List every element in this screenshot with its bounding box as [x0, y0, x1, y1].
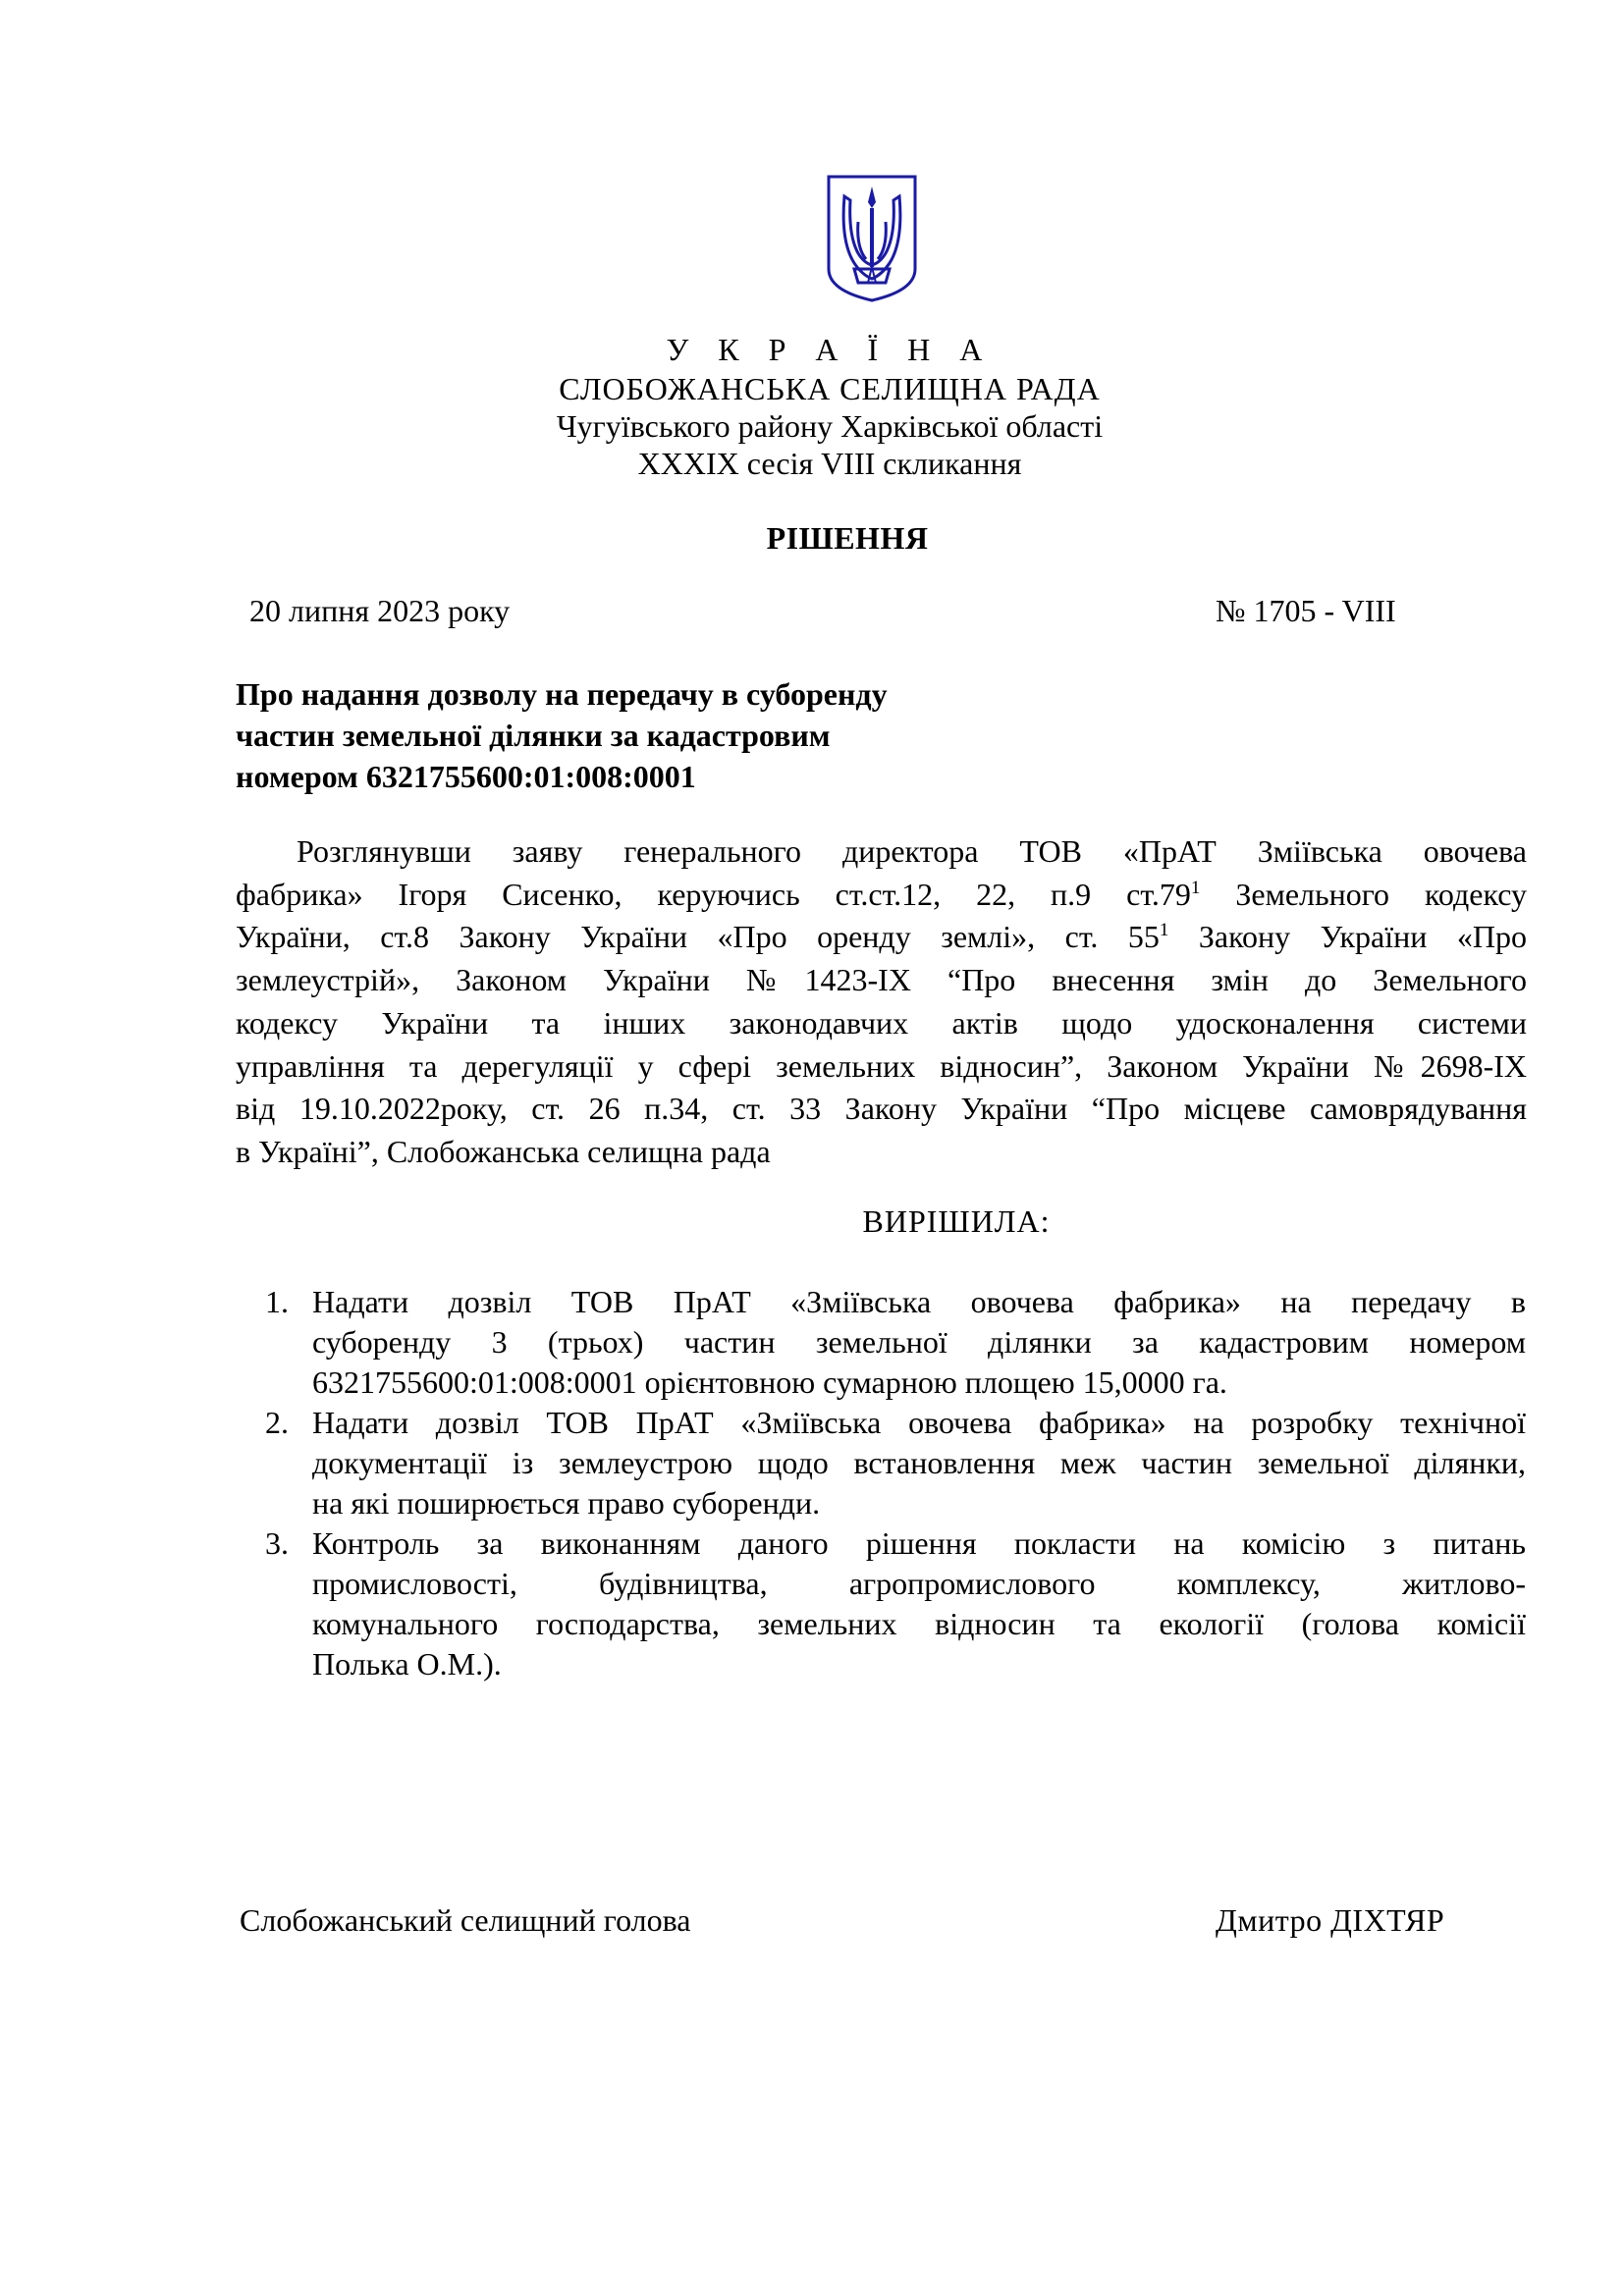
subject-line: Про надання дозволу на передачу в суборенду	[236, 676, 888, 712]
preamble-line: управління та дерегуляції у сфері земельних відносин”, Законом України №2698-IX	[236, 1047, 1527, 1084]
council-name: СЛОБОЖАНСЬКА СЕЛИЩНА РАДА	[559, 371, 1101, 406]
decision-item	[265, 1523, 1526, 1684]
item-line: Надати дозвіл ТОВ ПрАТ «Зміївська овочева фабрика» на передачу в	[312, 1284, 1526, 1319]
item-number: 1.	[265, 1284, 289, 1319]
decision-number: № 1705 - VIII	[1216, 593, 1396, 628]
preamble-line: в Україні”, Слобожанська селищна рада	[236, 1133, 771, 1169]
item-line: комунального господарства, земельних відносин та екології (голова комісії	[312, 1606, 1526, 1641]
item-line: Полька О.М.).	[312, 1646, 502, 1682]
preamble-line: кодексу України та інших законодавчих актів щодо удосконалення системи	[236, 1004, 1527, 1041]
ukraine-trident-emblem-icon	[825, 173, 919, 304]
decision-subject	[236, 673, 888, 797]
decisions-list	[265, 1282, 1526, 1684]
superscript: 1	[1190, 877, 1201, 898]
session-name: XXXIX сесія VIII скликання	[637, 446, 1022, 481]
item-number: 2.	[265, 1405, 289, 1440]
item-line: суборенду 3 (трьох) частин земельної ділянки за кадастровим номером	[312, 1324, 1526, 1360]
document-type-title: РІШЕННЯ	[766, 520, 929, 556]
subject-line: номером 6321755600:01:008:0001	[236, 759, 696, 794]
item-line: на які поширюється право суборенди.	[312, 1485, 821, 1521]
preamble-text: фабрика» Ігоря Сисенко, керуючись ст.ст.12, 22, п.9 ст.79	[236, 876, 1191, 912]
preamble-text: Земельного кодексу	[1200, 876, 1528, 912]
signatory-name: Дмитро ДІХТЯР	[1216, 1902, 1445, 1938]
resolved-heading: ВИРІШИЛА:	[862, 1203, 1051, 1239]
country-name: У К Р А Ї Н А	[666, 332, 994, 367]
preamble-line: від 19.10.2022року, ст. 26 п.34, ст. 33 Закону України “Про місцеве самоврядування	[236, 1091, 1527, 1127]
preamble-text: України, ст.8 Закону України «Про оренду землі», ст. 55	[236, 919, 1160, 955]
preamble-paragraph	[236, 830, 1527, 1174]
district-name: Чугуївського району Харківської області	[556, 408, 1104, 444]
preamble-text: Закону України «Про	[1168, 919, 1528, 955]
item-line: документації із землеустрою щодо встановлення меж частин земельної ділянки,	[312, 1445, 1526, 1480]
preamble-line	[236, 916, 1527, 959]
item-number: 3.	[265, 1525, 289, 1561]
subject-line: частин земельної ділянки за кадастровим	[236, 718, 831, 753]
signatory-title: Слобожанський селищний голова	[240, 1902, 691, 1938]
item-line: Надати дозвіл ТОВ ПрАТ «Зміївська овочева фабрика» на розробку технічної	[312, 1405, 1526, 1440]
superscript: 1	[1159, 920, 1169, 941]
preamble-line: Розглянувши заяву генерального директора ТОВ «ПрАТ Зміївська овочева	[297, 833, 1527, 869]
item-line: промисловості, будівництва, агропромислового комплексу, житлово-	[312, 1566, 1526, 1601]
decision-item	[265, 1282, 1526, 1403]
decision-item	[265, 1403, 1526, 1523]
preamble-line	[236, 874, 1527, 917]
item-line: 6321755600:01:008:0001 орієнтовною сумарною площею 15,0000 га.	[312, 1364, 1227, 1400]
item-line: Контроль за виконанням даного рішення покласти на комісію з питань	[312, 1525, 1526, 1561]
decision-date: 20 липня 2023 року	[249, 593, 511, 628]
preamble-line: землеустрій», Законом України №1423-IX “Про внесення змін до Земельного	[236, 962, 1527, 998]
